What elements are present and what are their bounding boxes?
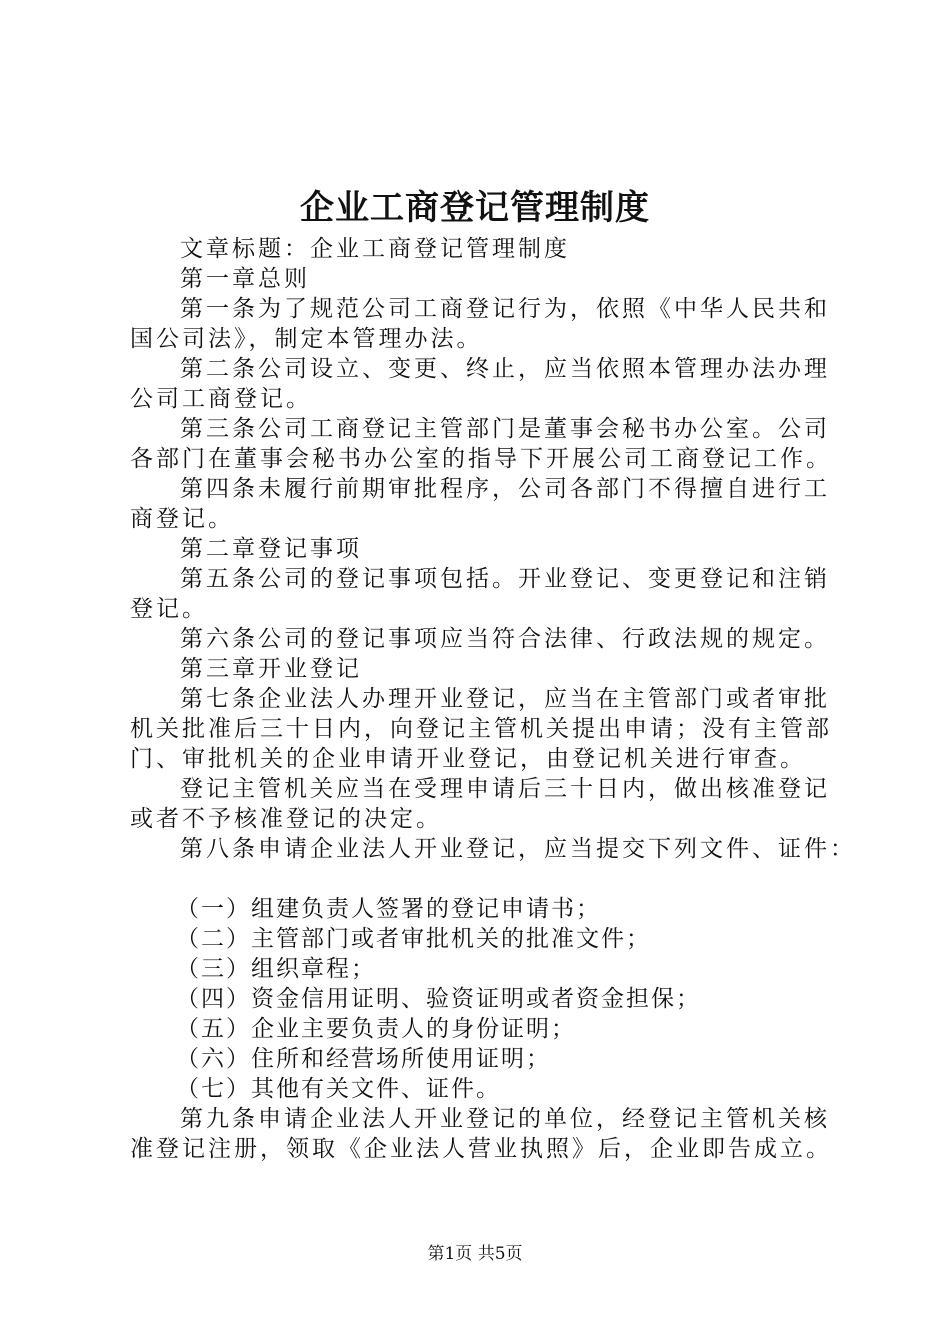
article-paragraph: 第三条公司工商登记主管部门是董事会秘书办公室。公司各部门在董事会秘书办公室的指导下开展公司工商登记工作。 xyxy=(130,416,832,472)
article-paragraph: 第一条为了规范公司工商登记行为，依照《中华人民共和国公司法》，制定本管理办法。 xyxy=(130,296,830,352)
list-item: （三）组织章程； xyxy=(176,956,376,982)
article-paragraph: 第五条公司的登记事项包括。开业登记、变更登记和注销登记。 xyxy=(130,566,830,622)
article-paragraph: 第六条公司的登记事项应当符合法律、行政法规的规定。 xyxy=(180,626,830,652)
list-item: （四）资金信用证明、验资证明或者资金担保； xyxy=(176,986,701,1012)
article-paragraph: 第九条申请企业法人开业登记的单位，经登记主管机关核准登记注册，领取《企业法人营业执照》后，企业即告成立。 xyxy=(130,1106,832,1162)
article-paragraph: 第四条未履行前期审批程序，公司各部门不得擅自进行工商登记。 xyxy=(130,476,830,532)
article-paragraph: 第二条公司设立、变更、终止，应当依照本管理办法办理公司工商登记。 xyxy=(130,356,830,412)
list-item: （六）住所和经营场所使用证明； xyxy=(176,1046,551,1072)
list-item: （二）主管部门或者审批机关的批准文件； xyxy=(176,926,651,952)
chapter-heading: 第一章总则 xyxy=(180,266,310,292)
article-paragraph: 第八条申请企业法人开业登记，应当提交下列文件、证件： xyxy=(180,836,856,862)
chapter-heading: 第二章登记事项 xyxy=(180,536,362,562)
list-item: （一）组建负责人签署的登记申请书； xyxy=(176,896,601,922)
page-footer: 第1页 共5页 xyxy=(427,1244,523,1264)
article-title-line: 文章标题：企业工商登记管理制度 xyxy=(180,236,570,262)
article-paragraph: 登记主管机关应当在受理申请后三十日内，做出核准登记或者不予核准登记的决定。 xyxy=(130,776,830,832)
document-body xyxy=(130,234,856,1164)
list-item: （七）其他有关文件、证件。 xyxy=(176,1076,501,1102)
chapter-heading: 第三章开业登记 xyxy=(180,656,362,682)
article-paragraph: 第七条企业法人办理开业登记，应当在主管部门或者审批机关批准后三十日内，向登记主管机关提出申请；没有主管部门、审批机关的企业申请开业登记，由登记机关进行审查。 xyxy=(130,686,832,772)
list-item: （五）企业主要负责人的身份证明； xyxy=(176,1016,576,1042)
page-title: 企业工商登记管理制度 xyxy=(300,188,650,228)
required-documents-list xyxy=(130,894,842,1104)
